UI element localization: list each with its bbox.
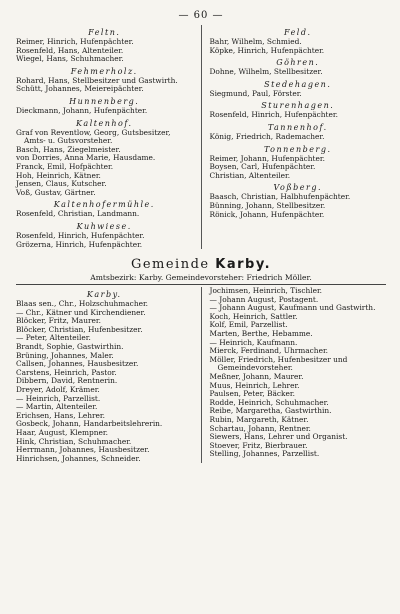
list-item: Gosbeck, Johann, Handarbeitslehrerin. bbox=[16, 419, 163, 429]
list-item: Haar, August, Klempner. bbox=[16, 428, 108, 437]
list-item: — Johann August, Kaufmann und Gastwirth. bbox=[209, 303, 376, 313]
gemeinde-title-name: Karby. bbox=[215, 257, 272, 273]
section-heading: Tannenhof. bbox=[267, 122, 328, 132]
list-item: Rosenfeld, Hinrich, Hufenpächter. bbox=[209, 110, 338, 120]
list-item: Herrmann, Johannes, Hausbesitzer. bbox=[16, 445, 150, 455]
list-item: Hinrichsen, Johannes, Schneider. bbox=[16, 453, 141, 463]
list-item: Dieckmann, Johann, Hufenpächter. bbox=[16, 105, 148, 115]
list-item: Baasch, Christian, Halbhufenpächter. bbox=[209, 192, 351, 202]
list-item: Christian, Altenteiler. bbox=[209, 170, 291, 180]
section-heading: Kaltenhofermühle. bbox=[53, 200, 155, 210]
list-item: Carstens, Heinrich, Pastor. bbox=[16, 367, 117, 377]
list-item: Blöcker, Fritz, Maurer. bbox=[16, 316, 101, 326]
top-left-column bbox=[16, 25, 193, 249]
list-item: Boysen, Carl, Hufenpächter. bbox=[209, 162, 316, 172]
list-item: Grözerna, Hinrich, Hufenpächter. bbox=[16, 239, 143, 249]
list-item: — Peter, Altenteiler. bbox=[16, 333, 91, 343]
list-item: Siegmund, Paul, Förster. bbox=[209, 88, 302, 98]
gemeinde-left-column bbox=[16, 287, 193, 463]
list-item: Hoh, Heinrich, Kätner. bbox=[16, 170, 101, 180]
list-item: Blöcker, Christian, Hufenbesitzer. bbox=[16, 324, 143, 334]
section-heading: Tonnenberg. bbox=[263, 144, 332, 154]
list-item: Siewers, Hans, Lehrer und Organist. bbox=[209, 432, 348, 442]
gemeinde-columns bbox=[16, 287, 386, 463]
list-item: — Heinrich, Kaufmann. bbox=[209, 337, 298, 347]
list-item: Jochimsen, Heinrich, Tischler. bbox=[209, 286, 323, 296]
list-item: — Heinrich, Parzellist. bbox=[16, 393, 101, 403]
section-heading: Fehmerholz. bbox=[70, 66, 138, 76]
list-item: Köpke, Hinrich, Hufenpächter. bbox=[209, 45, 325, 55]
list-item: Rönick, Johann, Hufenpächter. bbox=[209, 209, 325, 219]
list-item: Brüning, Johannes, Maler. bbox=[16, 350, 114, 360]
list-item: — Johann August, Postagent. bbox=[209, 294, 319, 304]
list-item: Möller, Friedrich, Hufenbesitzer und Gemeindevorsteher. bbox=[209, 354, 348, 373]
section-heading: Hunnenberg. bbox=[69, 96, 140, 106]
list-item: Graf von Reventlow, Georg, Gutsbesitzer, Amts- u. Gutsvorsteher. bbox=[16, 127, 171, 146]
gemeinde-title-prefix: Gemeinde bbox=[130, 257, 210, 273]
gemeinde-subtitle: Amtsbezirk: Karby. Gemeindevorsteher: Friedrich Möller. bbox=[90, 273, 312, 283]
list-item: Wiegel, Hans, Schuhmacher. bbox=[16, 54, 124, 64]
section-heading: Kuhwiese. bbox=[76, 221, 132, 231]
column-divider bbox=[201, 287, 202, 463]
list-item: Rodde, Heinrich, Schuhmacher. bbox=[209, 397, 329, 407]
list-item: Callsen, Johannes, Hausbesitzer. bbox=[16, 359, 139, 369]
list-item: Muus, Heinrich, Lehrer. bbox=[209, 380, 300, 390]
section-heading: Karby. bbox=[86, 290, 122, 300]
list-item: Basch, Hans, Ziegelmeister. bbox=[16, 144, 121, 154]
list-item: Reimer, Johann, Hufenpächter. bbox=[209, 153, 325, 163]
list-item: Brandt, Sophie, Gastwirthin. bbox=[16, 342, 124, 352]
section-heading: Sturenhagen. bbox=[261, 101, 335, 111]
list-item: Schartau, Johann, Rentner. bbox=[209, 423, 311, 433]
gemeinde-right-column bbox=[210, 287, 387, 463]
list-item: Rosenfeld, Hans, Altenteiler. bbox=[16, 45, 124, 55]
list-item: Reimer, Hinrich, Hufenpächter. bbox=[16, 37, 134, 46]
list-item: Reibe, Margaretha, Gastwirthin. bbox=[209, 406, 332, 416]
list-item: Mierck, Ferdinand, Uhrmacher. bbox=[209, 346, 329, 356]
list-item: Bahr, Wilhelm, Schmied. bbox=[209, 37, 302, 46]
list-item: Franck, Emil, Hofpächter. bbox=[16, 161, 114, 171]
top-columns bbox=[16, 25, 386, 249]
section-heading: Feld. bbox=[283, 28, 312, 37]
list-item: Stoever, Fritz, Bierbrauer. bbox=[209, 440, 308, 450]
list-item: Dohne, Wilhelm, Stellbesitzer. bbox=[209, 67, 323, 77]
section-heading: Feltn. bbox=[88, 28, 121, 37]
list-item: Paulsen, Peter, Bäcker. bbox=[209, 389, 295, 399]
top-right-column bbox=[210, 25, 387, 249]
list-item: Dibbern, David, Rentnerin. bbox=[16, 376, 118, 386]
list-item: Voß, Gustav, Gärtner. bbox=[16, 187, 96, 197]
section-heading: Kaltenhof. bbox=[75, 118, 133, 128]
list-item: — Chr., Kätner und Kirchendiener. bbox=[16, 307, 146, 317]
list-item: Rubin, Margareth, Kätner. bbox=[209, 415, 309, 424]
section-heading: Voßberg. bbox=[273, 183, 323, 193]
list-item: Rohard, Hans, Stellbesitzer und Gastwirth. bbox=[16, 75, 178, 85]
column-divider bbox=[201, 25, 202, 249]
list-item: Dreyer, Adolf, Krämer. bbox=[16, 385, 100, 395]
list-item: Meßner, Johann, Maurer. bbox=[209, 372, 304, 382]
gemeinde-title bbox=[16, 257, 386, 272]
list-item: Koch, Heinrich, Sattler. bbox=[209, 311, 298, 321]
list-item: Hink, Christian, Schuhmacher. bbox=[16, 436, 132, 446]
list-item: Bünning, Johann, Stellbesitzer. bbox=[209, 200, 326, 210]
list-item: Marten, Berthe, Hebamme. bbox=[209, 329, 313, 339]
list-item: Schütt, Johannes, Meiereipächter. bbox=[16, 84, 144, 94]
list-item: Rosenfeld, Hinrich, Hufenpächter. bbox=[16, 230, 145, 240]
list-item: Jensen, Claus, Kutscher. bbox=[16, 179, 107, 189]
page-number: — 60 — bbox=[178, 10, 224, 21]
list-item: Stelling, Johannes, Parzellist. bbox=[209, 449, 320, 459]
horizontal-rule bbox=[16, 284, 386, 285]
list-item: Kolf, Emil, Parzellist. bbox=[209, 320, 288, 330]
list-item: von Dorries, Anna Marie, Hausdame. bbox=[16, 153, 156, 163]
list-item: Rosenfeld, Christian, Landmann. bbox=[16, 209, 140, 219]
list-item: König, Friedrich, Rademacher. bbox=[209, 131, 325, 141]
section-heading: Göhren. bbox=[276, 58, 320, 68]
list-item: Blaas sen., Chr., Holzschuhmacher. bbox=[16, 299, 149, 309]
list-item: Erichsen, Hans, Lehrer. bbox=[16, 410, 105, 420]
section-heading: Stedehagen. bbox=[264, 79, 332, 89]
list-item: — Martin, Altenteiler. bbox=[16, 402, 98, 412]
